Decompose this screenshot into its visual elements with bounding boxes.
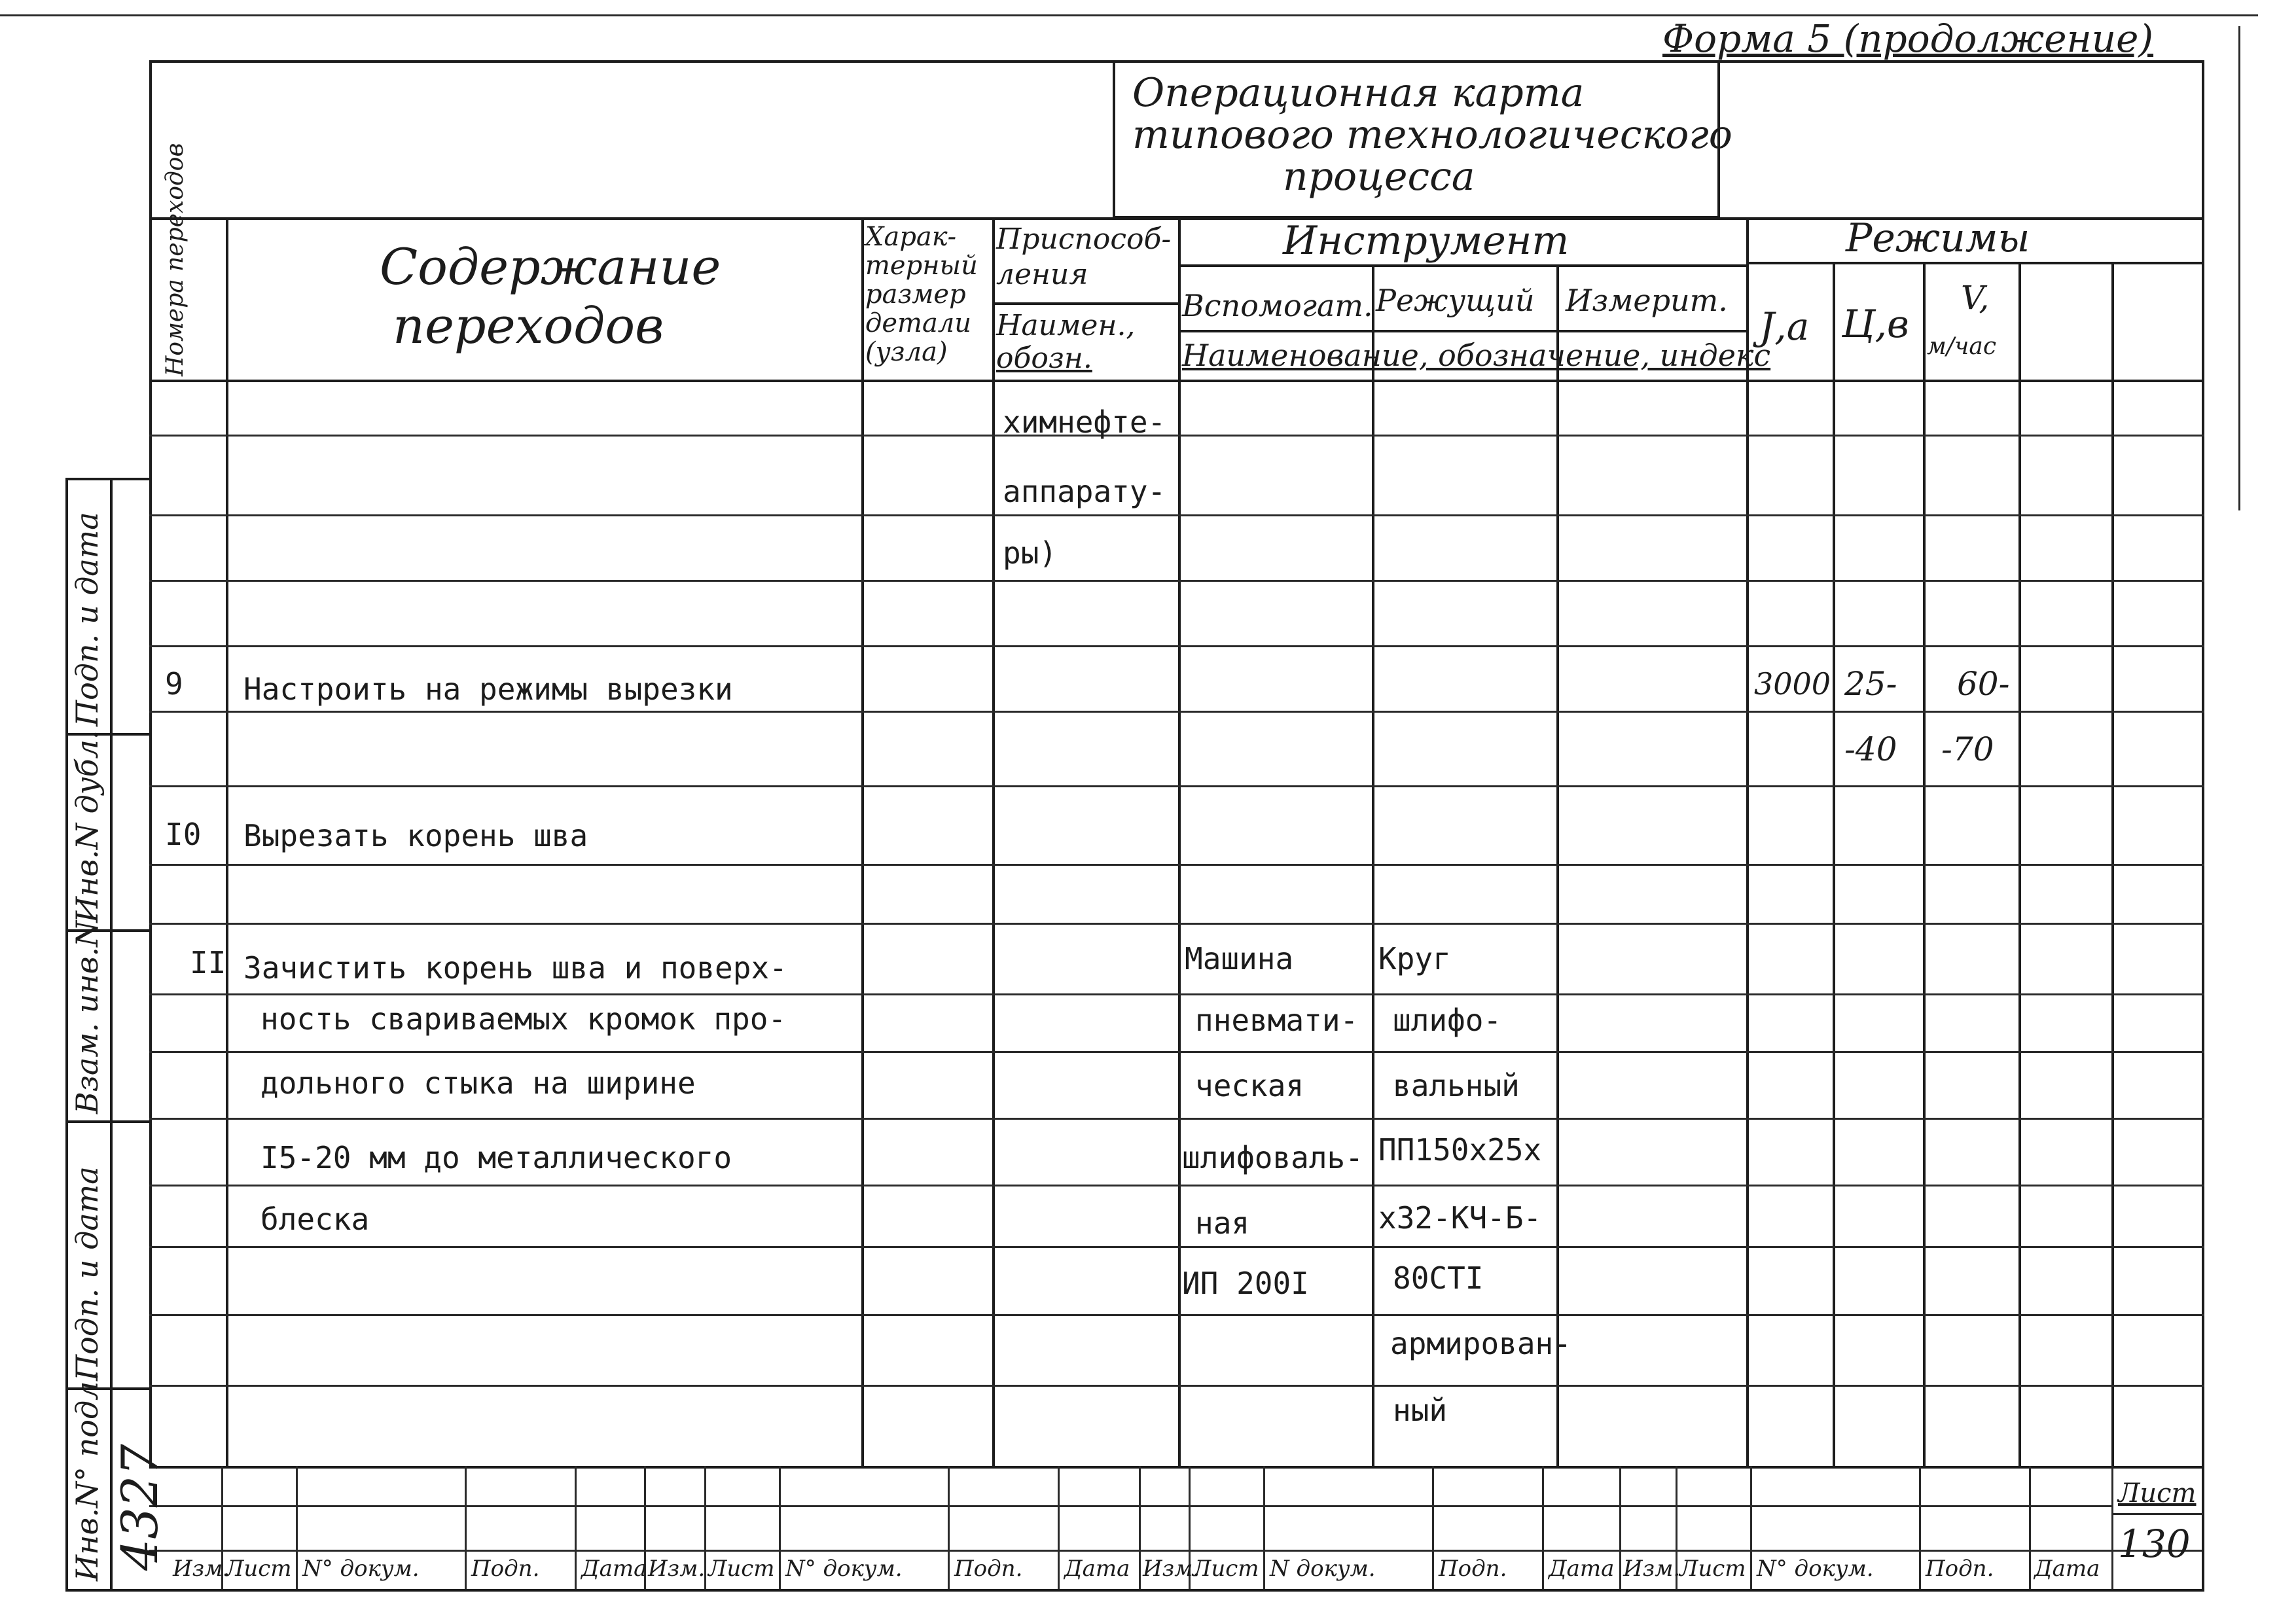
aux-tool-1: Машина	[1185, 941, 1294, 976]
footer-label: Подп.	[1926, 1556, 1994, 1582]
footer-label: Изм.	[173, 1556, 230, 1582]
aux-tool-2: пневмати-	[1195, 1003, 1359, 1038]
header-fix-1: Приспособ-	[996, 223, 1172, 256]
header-fix-4: обозн.	[996, 342, 1092, 375]
aux-tool-5: ная	[1195, 1205, 1250, 1241]
footer-label: Подп.	[954, 1556, 1023, 1582]
footer-label: Изм.	[648, 1556, 706, 1582]
side-inv-dubl: Инв.N дубл.	[69, 730, 105, 923]
form-label: Форма 5 (продолжение)	[1662, 16, 2154, 61]
footer-label: Изм.	[1623, 1556, 1681, 1582]
header-char-4: детали	[865, 308, 972, 338]
mode-u-9b: -40	[1844, 730, 1897, 768]
step-content-11d: I5-20 мм до металлического	[260, 1140, 732, 1175]
cut-tool-4: ПП150х25х	[1378, 1132, 1542, 1168]
header-fix-3: Наимен.,	[996, 309, 1136, 342]
fix-cell-1: химнефте-	[1003, 404, 1166, 440]
mode-i-9: 3000	[1754, 666, 1831, 702]
fix-cell-2: аппарату-	[1003, 474, 1166, 509]
header-content-1: Содержание	[380, 238, 721, 296]
footer-label: Лист	[1193, 1556, 1259, 1582]
header-mode-v-2: м/час	[1927, 333, 1996, 360]
sheet-label: Лист	[2118, 1478, 2197, 1508]
cut-tool-7: армирован-	[1390, 1326, 1571, 1361]
footer-label: Дата	[2034, 1556, 2100, 1582]
cut-tool-6: 80СТI	[1393, 1260, 1484, 1296]
footer-label: Изм.	[1143, 1556, 1200, 1582]
fix-cell-3: ры)	[1003, 535, 1058, 571]
footer-label: N° докум.	[302, 1556, 420, 1582]
step-content-11b: ность свариваемых кромок про-	[260, 1001, 787, 1037]
header-instrument: Инструмент	[1283, 218, 1570, 264]
header-content-2: переходов	[393, 296, 664, 355]
step-content-11a: Зачистить корень шва и поверх-	[243, 950, 787, 986]
title-line-1: Операционная карта	[1132, 70, 1585, 116]
footer-label: N докум.	[1270, 1556, 1376, 1582]
cut-tool-8: ный	[1393, 1393, 1448, 1428]
cut-tool-5: х32-КЧ-Б-	[1378, 1200, 1542, 1236]
aux-tool-6: ИП 200I	[1182, 1266, 1309, 1301]
header-char-5: (узла)	[865, 337, 948, 367]
footer-label: Дата	[1064, 1556, 1130, 1582]
side-inv-podl: Инв.N° подл.	[69, 1371, 105, 1581]
step-content-11c: дольного стыка на ширине	[260, 1065, 696, 1101]
side-vzam-inv: Взам. инв.N	[69, 920, 105, 1114]
footer-label: Лист	[708, 1556, 775, 1582]
mode-v-9b: -70	[1941, 730, 1994, 768]
header-cut: Режущий	[1376, 283, 1535, 318]
header-num: Номера переходов	[162, 143, 188, 376]
side-inv-number: 4327	[111, 1444, 169, 1571]
mode-v-9a: 60-	[1957, 665, 2010, 703]
footer-label: Подп.	[1439, 1556, 1507, 1582]
footer-label: Лист	[225, 1556, 292, 1582]
cut-tool-1: Круг	[1378, 941, 1451, 976]
footer-label: Лист	[1679, 1556, 1746, 1582]
footer-label: N° докум.	[1757, 1556, 1874, 1582]
header-inst-sub: Наименование, обозначение, индекс	[1182, 338, 1771, 373]
footer-label: N° докум.	[785, 1556, 903, 1582]
step-number-9: 9	[165, 666, 183, 702]
header-modes: Режимы	[1846, 215, 2030, 261]
header-char-1: Харак-	[865, 222, 957, 252]
step-content-9: Настроить на режимы вырезки	[243, 671, 733, 707]
header-char-3: размер	[865, 279, 966, 310]
header-mode-u: Ц,в	[1842, 302, 1909, 346]
cut-tool-2: шлифо-	[1393, 1003, 1502, 1038]
header-char-2: терный	[865, 251, 978, 281]
header-aux: Вспомогат.	[1182, 288, 1373, 323]
step-content-11e: блеска	[260, 1202, 370, 1237]
cut-tool-3: вальный	[1393, 1068, 1520, 1103]
header-fix-2: ления	[996, 258, 1088, 291]
title-line-3: процесса	[1283, 154, 1475, 200]
step-number-11: II	[190, 945, 226, 980]
sheet-number: 130	[2118, 1522, 2191, 1566]
header-meas: Измерит.	[1566, 283, 1728, 318]
side-podp-data-2: Подп. и дата	[69, 1166, 105, 1381]
aux-tool-3: ческая	[1195, 1068, 1304, 1103]
step-content-10: Вырезать корень шва	[243, 818, 588, 853]
header-mode-i: Ј,а	[1759, 304, 1810, 349]
aux-tool-4: шлифоваль-	[1182, 1140, 1363, 1175]
step-number-10: I0	[165, 817, 202, 852]
header-mode-v-1: V,	[1961, 279, 1990, 317]
title-line-2: типового технологического	[1132, 112, 1732, 158]
footer-label: Дата	[1549, 1556, 1615, 1582]
footer-label: Дата	[581, 1556, 647, 1582]
mode-u-9a: 25-	[1844, 665, 1897, 703]
side-podp-data: Подп. и дата	[69, 512, 105, 726]
footer-label: Подп.	[471, 1556, 540, 1582]
